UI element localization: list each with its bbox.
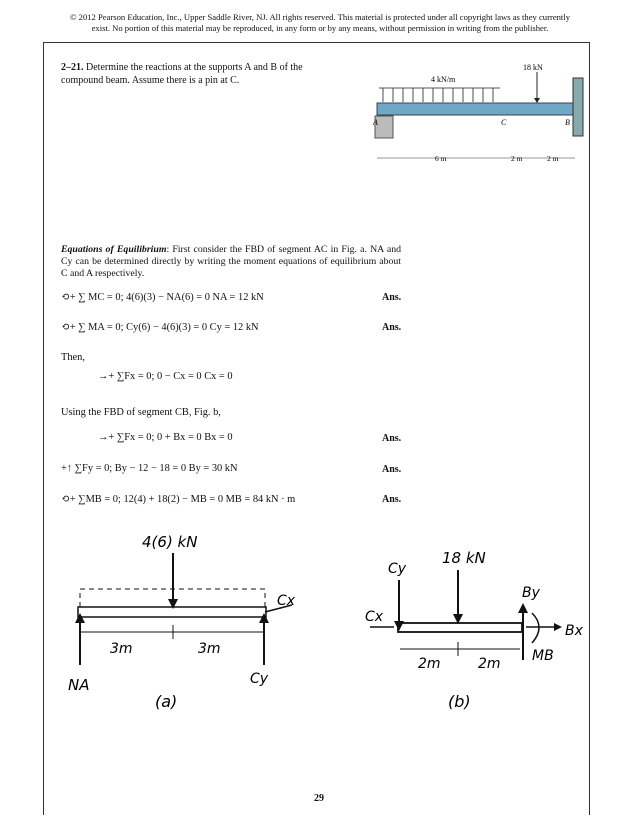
fbd-b-dim-2: 2m bbox=[478, 656, 501, 672]
equation-moment-b: ⟲+ ∑MB = 0; 12(4) + 18(2) − MB = 0 MB = 84 kN · m bbox=[61, 494, 296, 505]
dim-6m: 6 m bbox=[435, 154, 447, 163]
copyright-notice bbox=[30, 12, 610, 34]
fbd-a bbox=[60, 525, 310, 715]
fbd-b-force-label: 18 kN bbox=[442, 549, 486, 567]
fbd-b-dim-1: 2m bbox=[418, 656, 441, 672]
fbd-a-force-label: 4(6) kN bbox=[142, 533, 198, 551]
dim-2m-a: 2 m bbox=[511, 154, 523, 163]
point-load-label: 18 kN bbox=[523, 63, 543, 72]
fbd-b-cy-label: Cy bbox=[388, 561, 407, 577]
equation-sum-fx-ac: →+ ∑Fx = 0; 0 − Cx = 0 Cx = 0 bbox=[98, 371, 233, 382]
fbd-b-caption: (b) bbox=[448, 692, 471, 711]
fbd-b-mb-arrow bbox=[532, 613, 539, 643]
intro-heading: Equations of Equilibrium bbox=[61, 244, 167, 255]
equation-sum-fy: +↑ ∑Fy = 0; By − 12 − 18 = 0 By = 30 kN bbox=[61, 463, 238, 474]
using-text: Using the FBD of segment CB, Fig. b, bbox=[61, 407, 221, 418]
dim-2m-b: 2 m bbox=[547, 154, 559, 163]
fbd-b-beam bbox=[398, 623, 522, 632]
figure-label-c: C bbox=[501, 118, 507, 127]
answer-label-4: Ans. bbox=[382, 464, 402, 475]
fbd-a-dim-2: 3m bbox=[198, 641, 221, 657]
answer-label-3: Ans. bbox=[382, 433, 402, 444]
fbd-b-bx-label: Bx bbox=[565, 623, 583, 639]
fbd-a-beam bbox=[78, 607, 266, 617]
intro-text: : First consider the FBD of segment AC in Fig. a. NA and Cy can be determined directly by writing the moment equations of equilibrium about C and A respectively. bbox=[61, 244, 401, 279]
copyright-line-1: © 2012 Pearson Education, Inc., Upper Saddle River, NJ. All rights reserved. This material is protected under all copyright laws as they currently bbox=[69, 12, 571, 22]
distributed-load-arrows bbox=[379, 88, 500, 102]
answer-label-2: Ans. bbox=[382, 322, 402, 333]
answer-label-5: Ans. bbox=[382, 494, 402, 505]
then-text: Then, bbox=[61, 352, 85, 363]
wall-support bbox=[573, 78, 583, 136]
page-number: 29 bbox=[314, 793, 324, 804]
fbd-a-na-label: NA bbox=[68, 676, 90, 694]
fbd-b-mb-label: MB bbox=[532, 648, 554, 664]
fbd-a-dim-1: 3m bbox=[110, 641, 133, 657]
solution-intro bbox=[61, 244, 401, 280]
problem-figure bbox=[365, 60, 605, 175]
problem-statement bbox=[61, 62, 311, 87]
fbd-b-cx-label: Cx bbox=[365, 609, 384, 625]
beam bbox=[377, 103, 573, 115]
equation-moment-c: ⟲+ ∑ MC = 0; 4(6)(3) − NA(6) = 0 NA = 12 kN bbox=[61, 292, 264, 303]
equation-moment-a: ⟲+ ∑ MA = 0; Cy(6) − 4(6)(3) = 0 Cy = 12 kN bbox=[61, 322, 259, 333]
fbd-b bbox=[360, 525, 590, 715]
problem-text: Determine the reactions at the supports A and B of the compound beam. Assume there is a pin at C. bbox=[61, 62, 303, 86]
fbd-b-by-label: By bbox=[522, 585, 540, 601]
problem-number: 2–21. bbox=[61, 62, 84, 73]
figure-label-b: B bbox=[565, 118, 570, 127]
figure-label-a: A bbox=[373, 118, 378, 127]
answer-label-1: Ans. bbox=[382, 292, 402, 303]
fbd-a-caption: (a) bbox=[155, 692, 178, 711]
fbd-a-cy-label: Cy bbox=[250, 671, 269, 687]
equation-sum-fx-cb: →+ ∑Fx = 0; 0 + Bx = 0 Bx = 0 bbox=[98, 432, 233, 443]
fbd-a-cx-label: Cx bbox=[277, 593, 296, 609]
distributed-load-label: 4 kN/m bbox=[431, 75, 456, 84]
copyright-line-2: exist. No portion of this material may be reproduced, in any form or by any means, without permission in writing from the publisher. bbox=[91, 23, 549, 33]
